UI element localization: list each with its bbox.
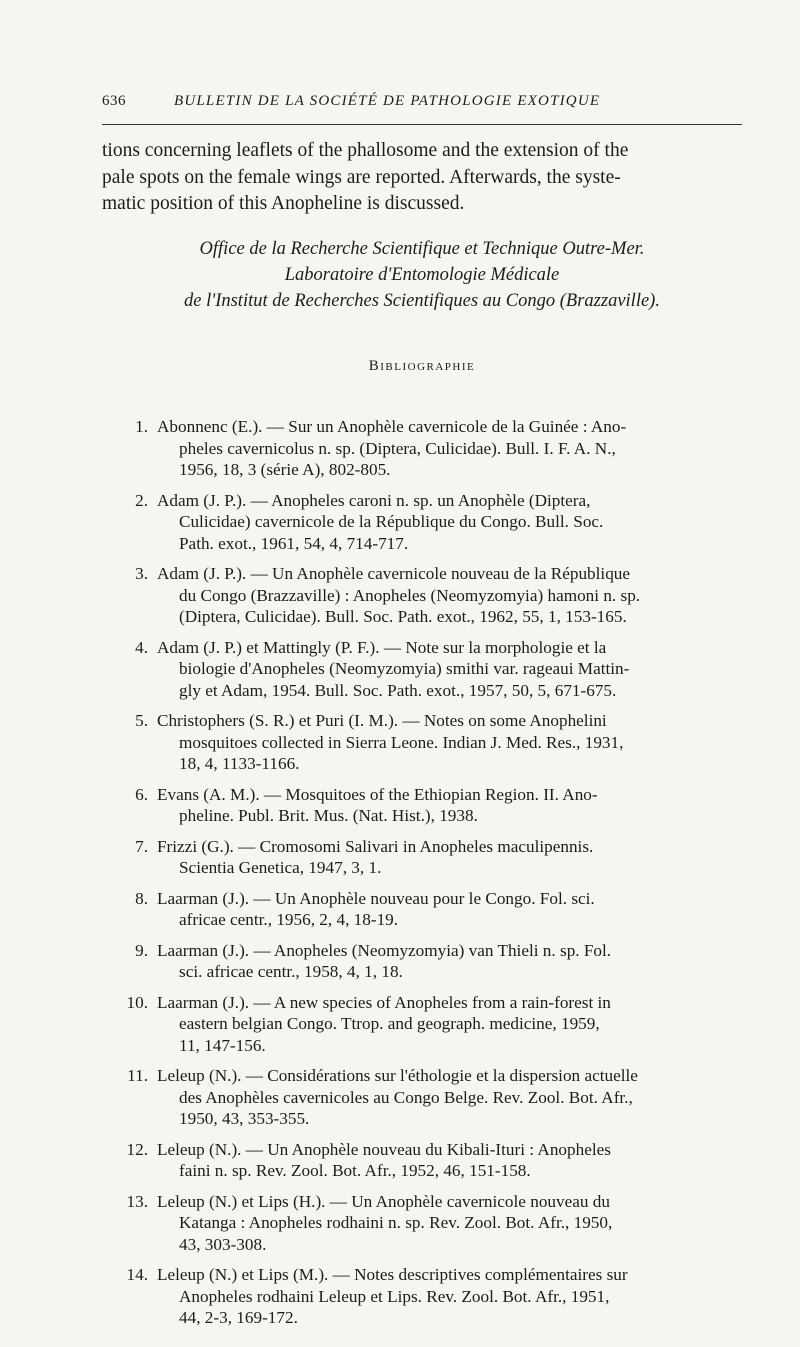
reference-number: 9.: [135, 940, 148, 960]
reference-line: Laarman (J.). — A new species of Anopheles from a rain-forest in: [157, 992, 611, 1012]
reference-number: 13.: [126, 1191, 148, 1211]
reference-number: 11.: [127, 1066, 148, 1085]
reference-line: Adam (J. P.). — Un Anophèle cavernicole nouveau de la République: [157, 564, 631, 583]
reference-line: Leleup (N.). — Considérations sur l'éthologie et la dispersion actuelle: [157, 1066, 638, 1085]
reference-line: eastern belgian Congo. Ttrop. and geograph. medicine, 1959,: [179, 1014, 600, 1033]
reference-number: 7.: [135, 836, 148, 856]
reference-line: Adam (J. P.) et Mattingly (P. F.). — Note sur la morphologie et la: [157, 637, 607, 657]
reference-text: [157, 992, 742, 1057]
reference-line: mosquitoes collected in Sierra Leone. Indian J. Med. Res., 1931,: [179, 732, 624, 752]
reference-line: 1956, 18, 3 (série A), 802-805.: [179, 460, 391, 479]
reference-line: (Diptera, Culicidae). Bull. Soc. Path. exot., 1962, 55, 1, 153-165.: [179, 607, 627, 626]
reference-number: 4.: [135, 637, 148, 657]
reference-line: Frizzi (G.). — Cromosomi Salivari in Anopheles maculipennis.: [157, 836, 594, 856]
reference-text: [157, 563, 742, 628]
reference-text: [157, 1264, 742, 1329]
abstract-line: tions concerning leaflets of the phallosome and the extension of the: [102, 140, 629, 161]
reference-line: Laarman (J.). — Anopheles (Neomyzomyia) van Thieli n. sp. Fol.: [157, 940, 612, 960]
reference-text: [157, 1139, 742, 1182]
reference-line: faini n. sp. Rev. Zool. Bot. Afr., 1952, 46, 151-158.: [179, 1161, 531, 1180]
reference-line: Laarman (J.). — Un Anophèle nouveau pour le Congo. Fol. sci.: [157, 888, 595, 908]
reference-line: Katanga : Anopheles rodhaini n. sp. Rev. Zool. Bot. Afr., 1950,: [179, 1213, 613, 1232]
reference-line: 1950, 43, 353-355.: [179, 1109, 310, 1128]
running-header: [102, 93, 742, 119]
reference-number: 1.: [135, 417, 148, 436]
reference-text: [157, 490, 742, 555]
reference-line: Leleup (N.) et Lips (M.). — Notes descriptives complémentaires sur: [157, 1265, 628, 1284]
reference-number: 6.: [135, 784, 148, 804]
reference-number: 5.: [135, 711, 148, 730]
reference-number: 2.: [135, 490, 148, 510]
reference-number: 14.: [126, 1265, 148, 1284]
reference-text: [157, 637, 742, 702]
reference-line: Culicidae) cavernicole de la République du Congo. Bull. Soc.: [179, 512, 604, 531]
reference-line: Abonnenc (E.). — Sur un Anophèle cavernicole de la Guinée : Ano-: [157, 417, 627, 436]
abstract-line: matic position of this Anopheline is discussed.: [102, 193, 465, 214]
reference-text: [157, 416, 742, 481]
reference-line: Adam (J. P.). — Anopheles caroni n. sp. un Anophèle (Diptera,: [157, 490, 591, 510]
reference-number: 10.: [126, 992, 148, 1012]
reference-line: 11, 147-156.: [179, 1035, 266, 1055]
reference-number: 12.: [126, 1139, 148, 1159]
reference-line: du Congo (Brazzaville) : Anopheles (Neomyzomyia) hamoni n. sp.: [179, 585, 641, 605]
reference-line: pheles cavernicolus n. sp. (Diptera, Culicidae). Bull. I. F. A. N.,: [179, 438, 616, 458]
reference-text: [157, 888, 742, 931]
reference-number: 8.: [135, 888, 148, 908]
reference-line: gly et Adam, 1954. Bull. Soc. Path. exot., 1957, 50, 5, 671-675.: [179, 680, 617, 700]
reference-line: des Anophèles cavernicoles au Congo Belge. Rev. Zool. Bot. Afr.,: [179, 1087, 633, 1107]
affiliation-line: Office de la Recherche Scientifique et Technique Outre-Mer.: [199, 239, 645, 259]
page-number: 636: [102, 93, 126, 109]
reference-line: Path. exot., 1961, 54, 4, 714-717.: [179, 533, 409, 553]
reference-line: Anopheles rodhaini Leleup et Lips. Rev. Zool. Bot. Afr., 1951,: [179, 1286, 610, 1306]
reference-line: biologie d'Anopheles (Neomyzomyia) smithi var. rageaui Mattin-: [179, 659, 630, 678]
reference-line: Evans (A. M.). — Mosquitoes of the Ethiopian Region. II. Ano-: [157, 784, 598, 804]
bibliography-heading: Bibliographie: [368, 358, 476, 374]
reference-line: Leleup (N.) et Lips (H.). — Un Anophèle cavernicole nouveau du: [157, 1191, 610, 1211]
reference-line: africae centr., 1956, 2, 4, 18-19.: [179, 910, 399, 929]
affiliation-line: Laboratoire d'Entomologie Médicale: [284, 265, 560, 285]
reference-line: 18, 4, 1133-1166.: [179, 754, 300, 773]
reference-line: sci. africae centr., 1958, 4, 1, 18.: [179, 962, 403, 981]
reference-text: [157, 940, 742, 983]
abstract-paragraph: [102, 138, 742, 218]
reference-line: Christophers (S. R.) et Puri (I. M.). — Notes on some Anophelini: [157, 711, 607, 730]
reference-text: [157, 710, 742, 775]
affiliation: [102, 236, 742, 314]
reference-number: 3.: [135, 564, 148, 583]
reference-line: Leleup (N.). — Un Anophèle nouveau du Kibali-Ituri : Anopheles: [157, 1139, 611, 1159]
reference-text: [157, 1191, 742, 1256]
reference-text: [157, 1065, 742, 1130]
reference-line: pheline. Publ. Brit. Mus. (Nat. Hist.), 1938.: [179, 806, 478, 825]
reference-line: Scientia Genetica, 1947, 3, 1.: [179, 858, 382, 877]
reference-line: 43, 303-308.: [179, 1234, 267, 1254]
reference-text: [157, 836, 742, 879]
journal-title: BULLETIN DE LA SOCIÉTÉ DE PATHOLOGIE EXOTIQUE: [174, 93, 601, 109]
reference-text: [157, 784, 742, 827]
abstract-line: pale spots on the female wings are reported. Afterwards, the syste-: [102, 166, 621, 188]
reference-line: 44, 2-3, 169-172.: [179, 1308, 298, 1327]
affiliation-line: de l'Institut de Recherches Scientifiques au Congo (Brazzaville).: [184, 291, 660, 311]
header-rule: [102, 124, 742, 125]
